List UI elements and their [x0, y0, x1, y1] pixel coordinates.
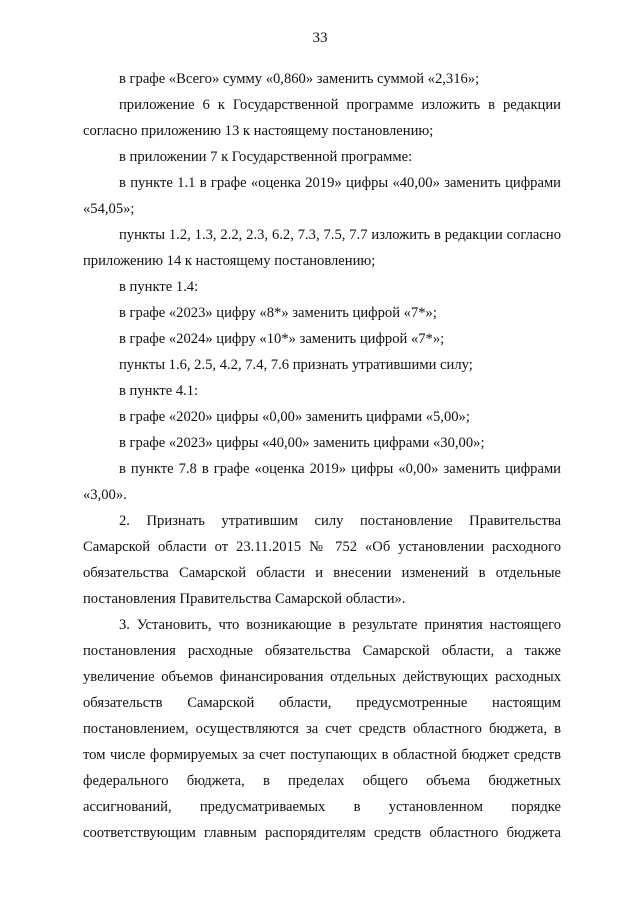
text-line: в пункте 7.8 в графе «оценка 2019» цифры «0,00» заменить цифрами: [119, 461, 561, 477]
text-line: в графе «2023» цифру «8*» заменить цифрой «7*»;: [119, 305, 437, 321]
page-number: 33: [312, 30, 328, 46]
text-line: в пункте 1.4:: [119, 279, 199, 295]
text-line: приложение 6 к Государственной программе изложить в редакции: [119, 97, 561, 113]
text-line: в приложении 7 к Государственной программе:: [119, 149, 413, 165]
text-line: федерального бюджета, в пределах общего объема бюджетных: [83, 773, 561, 789]
text-line: Самарской области от 23.11.2015 № 752 «Об установлении расходного: [83, 539, 561, 555]
text-line: в графе «2020» цифры «0,00» заменить цифрами «5,00»;: [119, 409, 470, 425]
text-line: в пункте 4.1:: [119, 383, 199, 399]
text-line: обязательств Самарской области, предусмотренные настоящим: [83, 695, 561, 711]
text-line: постановления Правительства Самарской области».: [83, 591, 406, 607]
text-line: соответствующим главным распорядителям средств областного бюджета: [83, 825, 561, 841]
text-line: приложению 14 к настоящему постановлению;: [83, 253, 376, 269]
text-line: пункты 1.6, 2.5, 4.2, 7.4, 7.6 признать утратившими силу;: [119, 357, 473, 373]
text-line: постановлением, осуществляются за счет средств областного бюджета, в: [83, 721, 561, 737]
text-line: в графе «Всего» сумму «0,860» заменить суммой «2,316»;: [119, 71, 480, 87]
text-line: ассигнований, предусматриваемых в установленном порядке: [83, 799, 561, 815]
text-line: пункты 1.2, 1.3, 2.2, 2.3, 6.2, 7.3, 7.5, 7.7 изложить в редакции согласно: [119, 227, 561, 243]
text-line: 3. Установить, что возникающие в результате принятия настоящего: [119, 617, 561, 633]
text-line: увеличение объемов финансирования отдельных действующих расходных: [83, 669, 561, 685]
text-line: 2. Признать утратившим силу постановление Правительства: [119, 513, 561, 529]
text-line: постановления расходные обязательства Самарской области, а также: [83, 643, 561, 659]
text-line: обязательства Самарской области и внесении изменений в отдельные: [83, 565, 561, 581]
text-line: «3,00».: [83, 487, 127, 503]
text-line: в пункте 1.1 в графе «оценка 2019» цифры «40,00» заменить цифрами: [119, 175, 561, 191]
text-line: в графе «2024» цифру «10*» заменить цифрой «7*»;: [119, 331, 445, 347]
text-line: том числе формируемых за счет поступающих в областной бюджет средств: [83, 747, 561, 763]
text-line: в графе «2023» цифры «40,00» заменить цифрами «30,00»;: [119, 435, 485, 451]
text-line: согласно приложению 13 к настоящему постановлению;: [83, 123, 434, 139]
text-line: «54,05»;: [83, 201, 135, 217]
